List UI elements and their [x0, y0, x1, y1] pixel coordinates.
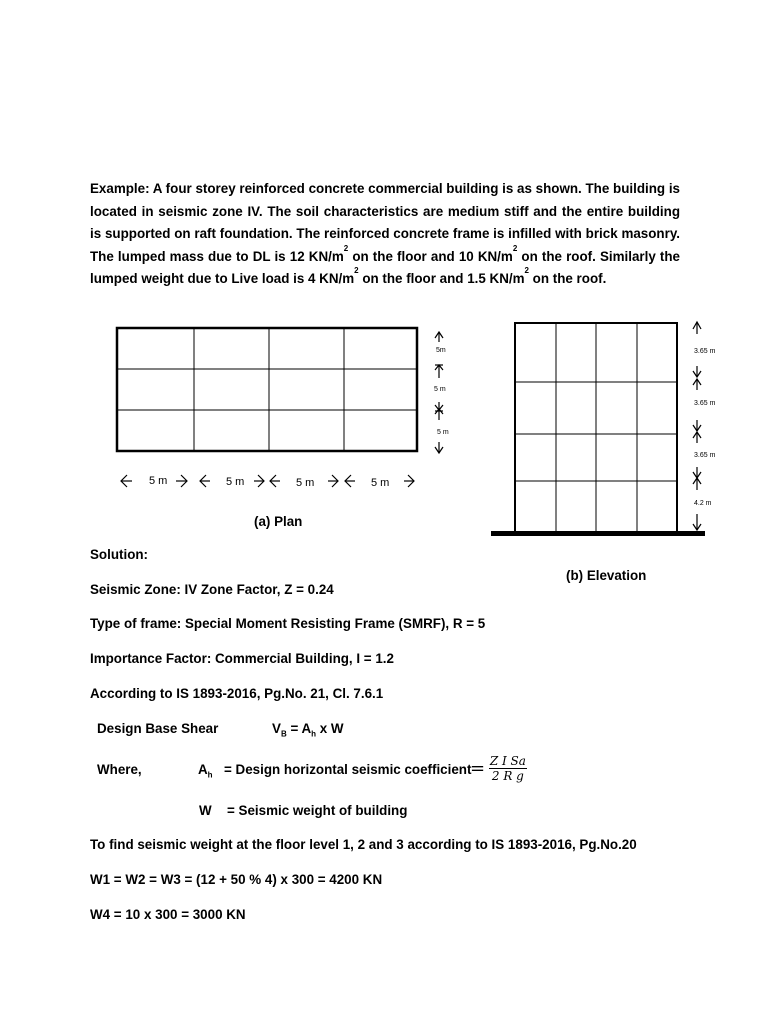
importance-line: Importance Factor: Commercial Building, I = 1.2 [90, 651, 394, 666]
problem-text-4: on the floor and 1.5 KN/m [358, 271, 525, 286]
span-label-3: 5 m [296, 477, 315, 489]
base-shear-formula: $V_B = A_h$ x W [272, 721, 344, 739]
sup-4: 2 [524, 266, 529, 275]
w-description: = Seismic weight of building [227, 803, 408, 818]
plan-outline [117, 328, 417, 451]
w123-line: W1 = W2 = W3 = (12 + 50 % 4) x 300 = 4200 KN [90, 872, 383, 887]
ah-symbol: $A_h$ [198, 762, 213, 780]
base-shear-label: Design Base Shear [97, 721, 219, 736]
span-label-4: 5 m [371, 477, 390, 489]
find-weight-line: To find seismic weight at the floor level 1, 2 and 3 according to IS 1893-2016, Pg.No.20 [90, 837, 637, 852]
w-symbol: W [199, 803, 212, 818]
w4-line: W4 = 10 x 300 = 3000 KN [90, 907, 246, 922]
sup-2: 2 [512, 243, 518, 253]
sup-3: 2 [354, 266, 359, 275]
span-label-1: 5 m [149, 475, 168, 487]
elevation-ground [491, 531, 705, 536]
ah-description: = Design horizontal seismic coefficient [224, 762, 472, 777]
elevation-caption: (b) Elevation [566, 568, 647, 583]
plan-caption: (a) Plan [254, 514, 303, 529]
storey-label-4: 4.2 m [694, 500, 712, 507]
where-label: Where, [97, 762, 142, 777]
problem-text-5: on the roof. [528, 271, 607, 286]
bay-label-3: 5 m [437, 429, 449, 436]
storey-label-3: 3.65 m [694, 452, 716, 459]
frame-type-line: Type of frame: Special Moment Resisting Frame (SMRF), R = 5 [90, 616, 486, 631]
problem-text-2: on the floor and 10 KN/m [348, 248, 513, 264]
storey-label-1: 3.65 m [694, 348, 716, 355]
bay-label-1: 5m [436, 347, 446, 354]
code-reference-line: According to IS 1893-2016, Pg.No. 21, Cl. 7.6.1 [90, 686, 384, 701]
ah-equation: = $\frac{\text{Z I Sa}}{\text{2 R g}}$ [470, 754, 526, 783]
bay-label-2: 5 m [434, 386, 446, 393]
problem-text-1: Example: A four storey reinforced concrete commercial building is as shown. The building is located in seismic zone IV. The soil characteristics are medium stiff and the entire building is supported on raft foundation. The reinforced concrete frame is infilled with brick masonry. The lumped mass due to DL is 12 KN/m [90, 181, 680, 264]
problem-text-3: on the roof. Similarly the lumped weight due to Live load is 4 KN/m [90, 248, 680, 286]
span-label-2: 5 m [226, 476, 245, 488]
sup-1: 2 [343, 243, 349, 253]
solution-heading: Solution: [90, 547, 149, 562]
storey-label-2: 3.65 m [694, 400, 716, 407]
seismic-zone-line: Seismic Zone: IV Zone Factor, Z = 0.24 [90, 582, 334, 597]
